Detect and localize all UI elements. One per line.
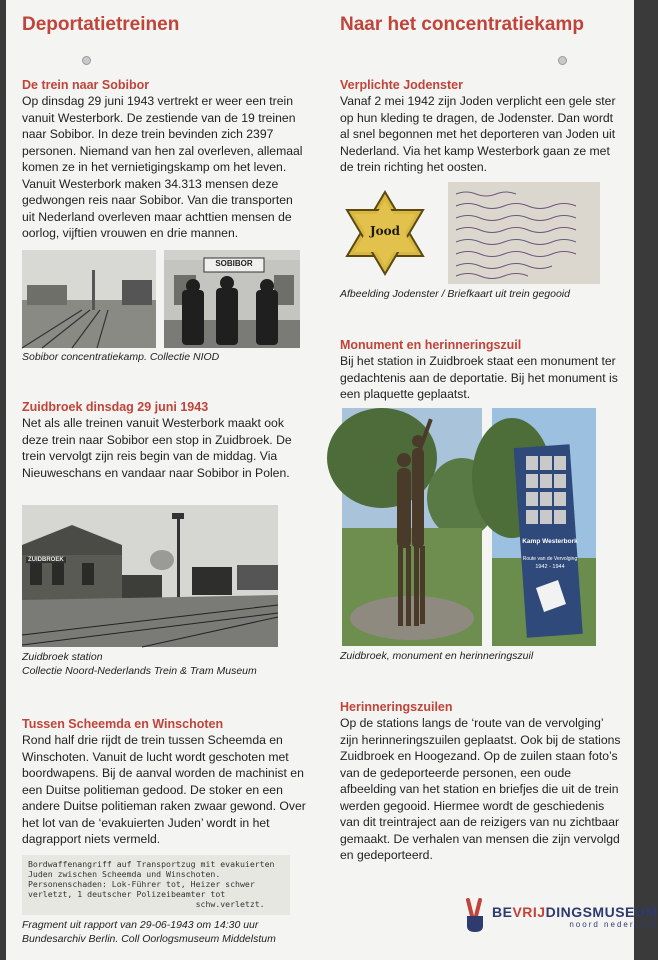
star-label: Jood xyxy=(369,224,401,238)
caption-sobibor: Sobibor concentratiekamp. Collectie NIOD xyxy=(22,351,220,363)
pillar-title: Kamp Westerbork xyxy=(522,538,578,545)
bevrijdingsmuseum-logo xyxy=(462,898,658,934)
caption-report-line2: Bundesarchiv Berlin. Coll Oorlogsmuseum Middelstum xyxy=(22,933,276,945)
memorial-pillar-photo xyxy=(492,408,596,646)
caption-report-line1: Fragment uit rapport van 29-06-1943 om 14:30 uur xyxy=(22,919,259,931)
sobibor-tracks-photo xyxy=(22,250,156,348)
pillar-years: 1942 - 1944 xyxy=(535,564,565,570)
section-body-monument: Bij het station in Zuidbroek staat een monument ter gedachtenis aan de deportatie. Bij het monument is een plaquette geplaatst. xyxy=(340,354,618,401)
caption-monument: Zuidbroek, monument en herinneringszuil xyxy=(340,650,534,662)
board-pin xyxy=(82,56,91,65)
section-body-herinneringszuilen: Op de stations langs de ‘route van de vervolging’ zijn herinneringszuilen geplaatst. Ook bij de stations Zuidbroek en Hoogezand. Op de zuilen staan foto’s van de gedeporteerde personen, een oude afbeelding van het station en briefjes die uit de trein werden gegooid. Hiermee wordt de geschiedenis van dit treintraject aan de reizigers van nu zichtbaar gemaakt. De verhalen van mensen die zijn vervolgd en gedeporteerd. xyxy=(340,716,621,862)
logo-be: BE xyxy=(492,903,513,920)
left-column-title: Deportatietreinen xyxy=(22,14,180,35)
section-body-sobibor: Op dinsdag 29 juni 1943 vertrekt er weer een trein vanuit Westerbork. De zestiende van de 19 treinen naar Sobibor. In deze trein bevinden zich 2397 personen. Niemand van hen zal overleven, allemaal komen ze in het vernietigingskamp om het leven. Vanuit Westerbork maken 34.313 mensen deze gedwongen reis naar Sobibor. Van die transporten uit Nederland overleven maar achttien mensen de oorlog, vijftien vrouwen en drie mannen. xyxy=(22,94,303,240)
zuidbroek-station-sign: ZUIDBROEK xyxy=(28,557,64,563)
section-heading-sobibor: De trein naar Sobibor xyxy=(22,78,150,92)
logo-dings: DINGSMUSEUM xyxy=(545,903,658,920)
section-heading-monument: Monument en herinneringszuil xyxy=(340,338,522,352)
caption-jodenster: Afbeelding Jodenster / Briefkaart uit trein gegooid xyxy=(340,288,570,300)
pillar-subtitle: Route van de Vervolging xyxy=(522,556,578,562)
zuidbroek-station-photo xyxy=(22,505,278,647)
postcard-image xyxy=(448,182,600,284)
caption-zuidbroek-line2: Collectie Noord-Nederlands Trein & Tram Museum xyxy=(22,665,257,677)
daily-report-fragment: Bordwaffenangriff auf Transportzug mit evakuierten Juden zwischen Scheemda und Winschoten. Personenschaden: Lok-Führer tot, Heizer schwer verletzt, 1 deutscher Polizeibeamter tot schw.verletzt. xyxy=(22,855,290,915)
info-board xyxy=(6,0,658,960)
section-heading-jodenster: Verplichte Jodenster xyxy=(340,78,463,92)
caption-zuidbroek-line1: Zuidbroek station xyxy=(22,651,103,663)
sobibor-station-sign: SOBIBOR xyxy=(215,259,253,268)
yellow-star-image xyxy=(340,188,430,278)
section-body-jodenster: Vanaf 2 mei 1942 zijn Joden verplicht een gele ster op hun kleding te dragen, de Jodenster. Dan wordt al snel begonnen met het deporteren van Joden uit Nederland. Via het kamp Westerbork gaan ze met de trein richting het oosten. xyxy=(340,94,616,174)
monument-photo xyxy=(342,408,482,646)
section-heading-herinneringszuilen: Herinneringszuilen xyxy=(340,700,453,714)
sobibor-station-photo xyxy=(164,250,300,348)
section-body-scheemda: Rond half drie rijdt de trein tussen Scheemda en Winschoten. Vanuit de lucht wordt geschoten met boordwapens. Bij de aanval worden de machinist en een Duitse politieman gedood. De stoker en een andere Duitse politieman raken zwaar gewond. Over het lot van de ‘evakuierten Juden’ wordt in het dagrapport niets vermeld. xyxy=(22,733,306,846)
board-pin xyxy=(558,56,567,65)
right-column-title: Naar het concentratiekamp xyxy=(340,14,584,35)
logo-vrij: VRIJ xyxy=(512,903,546,920)
logo-subtitle: noord nederland xyxy=(569,919,658,929)
section-body-zuidbroek: Net als alle treinen vanuit Westerbork maakt ook deze trein naar Sobibor een stop in Zuidbroek. De trein vervolgt zijn reis begin van de middag. Via Nieuweschans en vandaar naar Sobibor in Polen. xyxy=(22,416,292,480)
section-heading-zuidbroek: Zuidbroek dinsdag 29 juni 1943 xyxy=(22,400,209,414)
section-heading-scheemda: Tussen Scheemda en Winschoten xyxy=(22,717,224,731)
victory-hand-icon xyxy=(462,898,488,934)
